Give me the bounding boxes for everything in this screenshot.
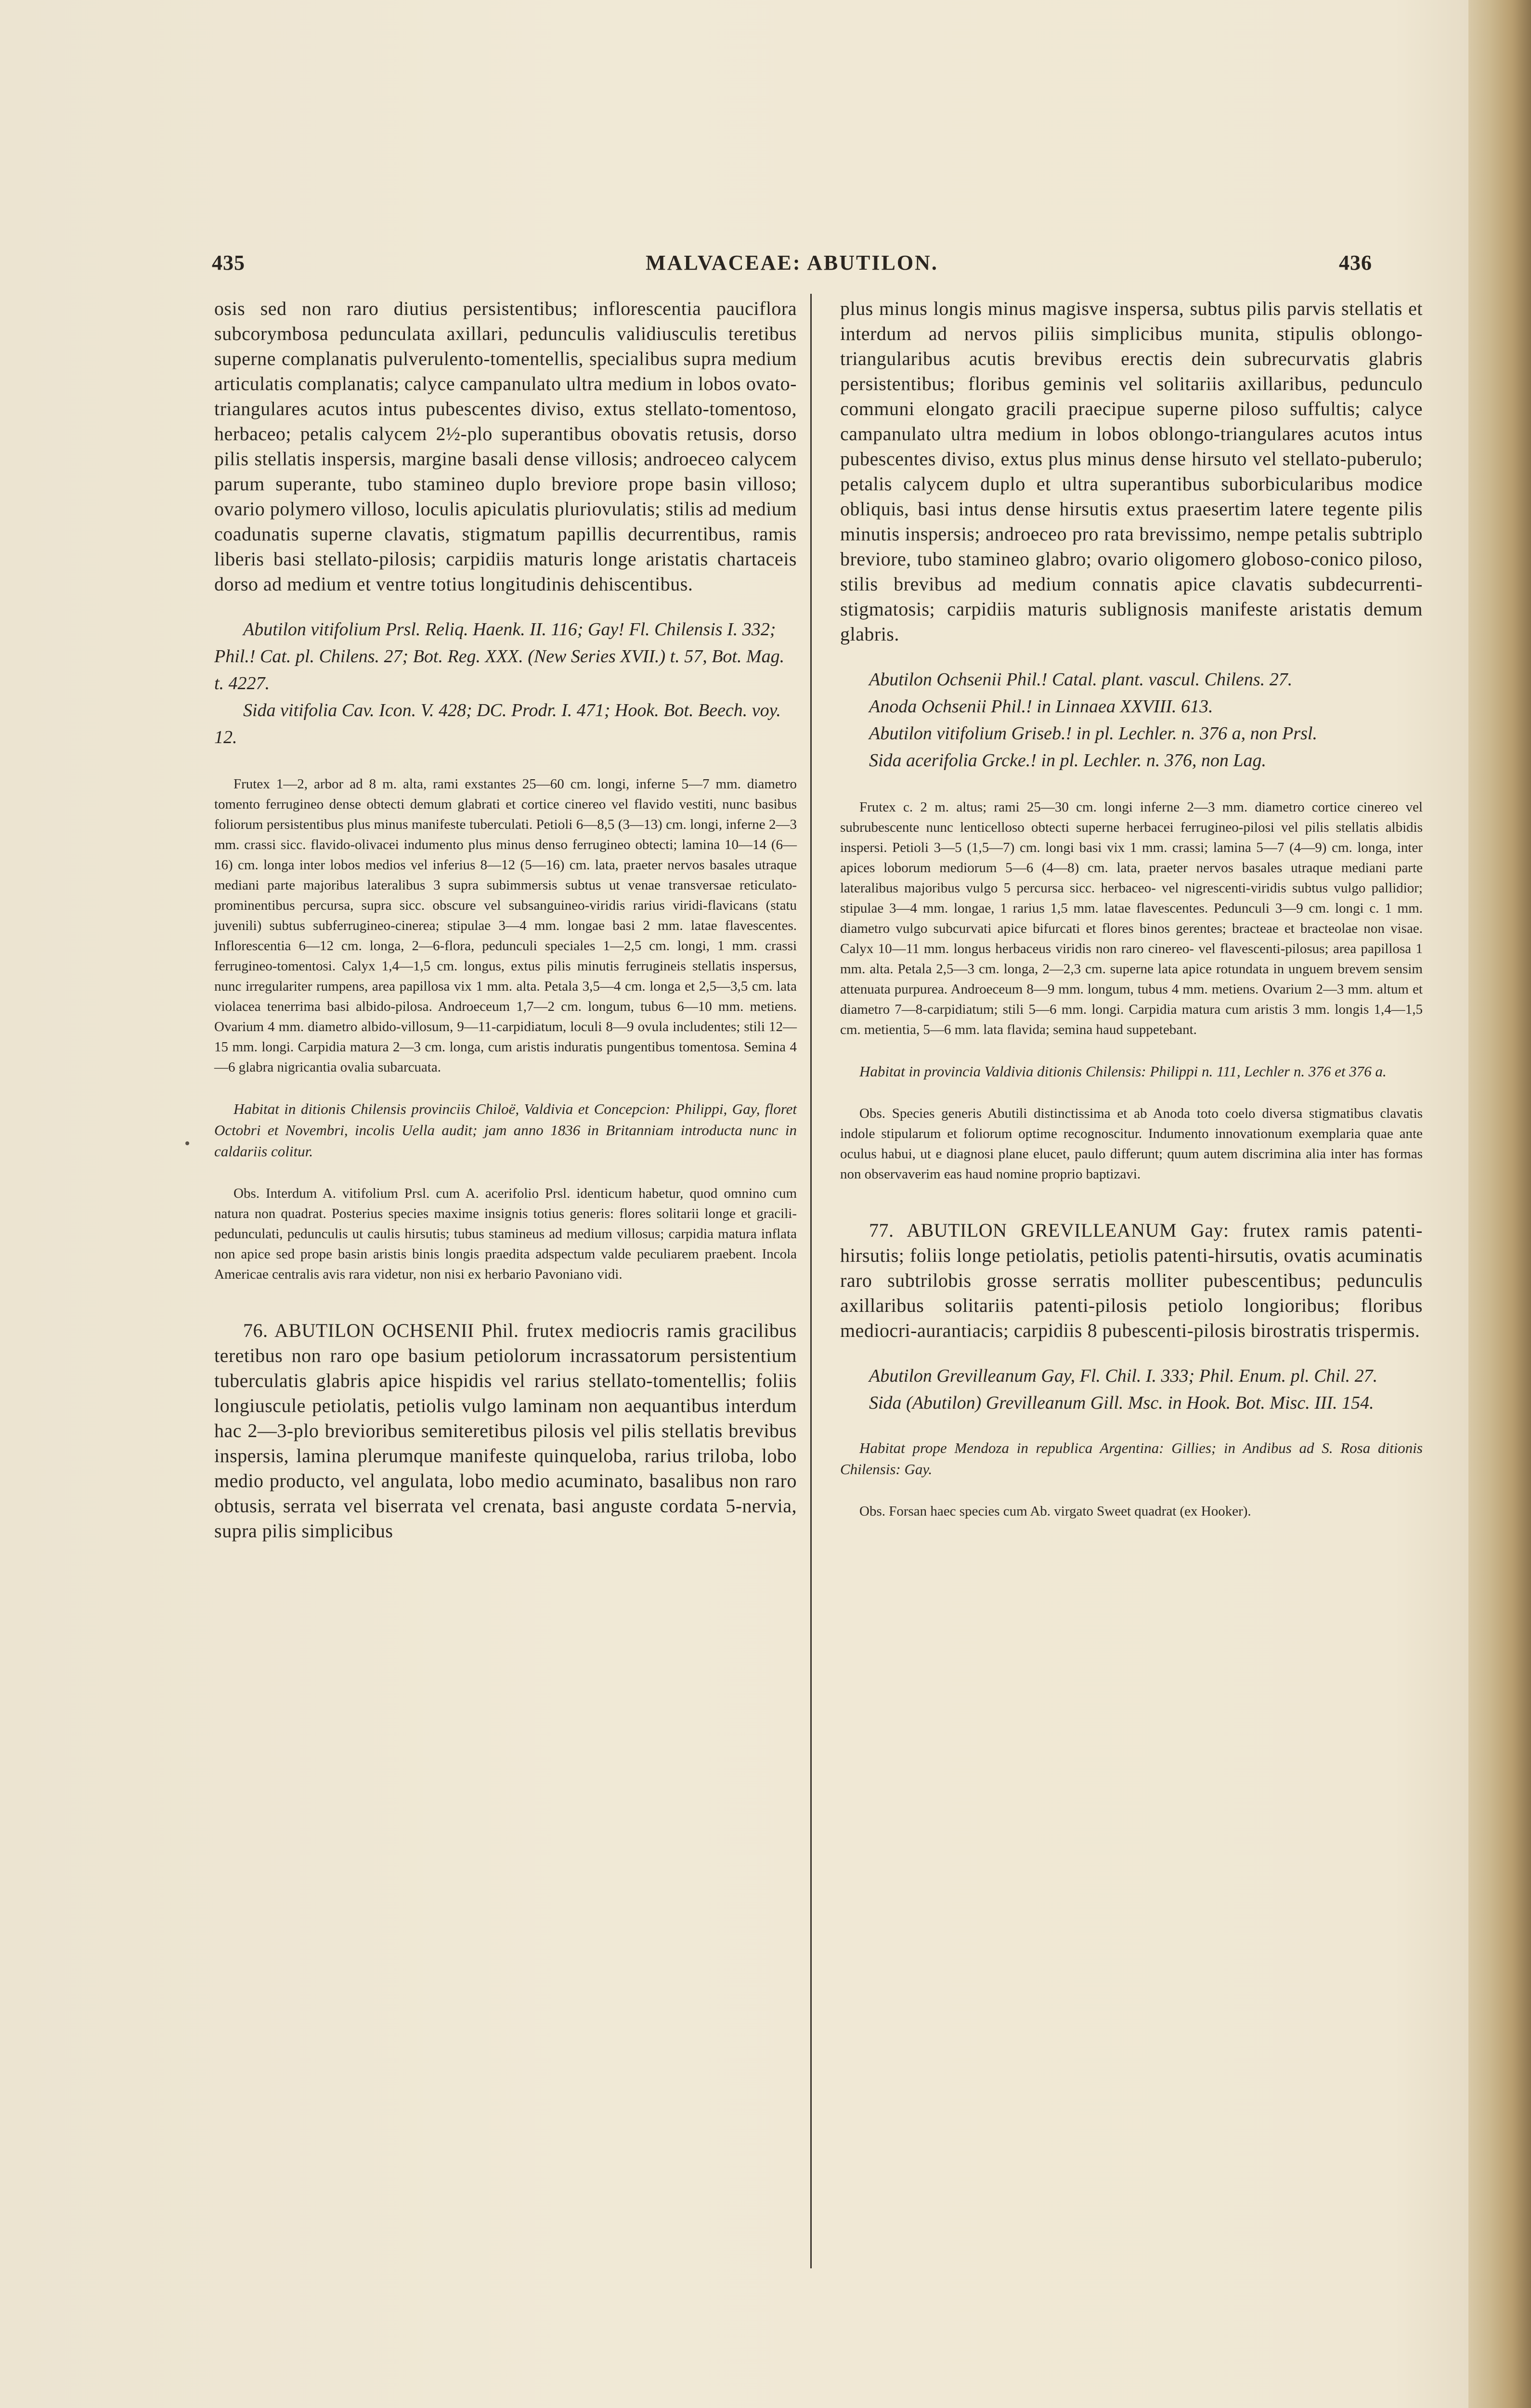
description: Frutex c. 2 m. altus; rami 25—30 cm. longi inferne 2—3 mm. diametro cortice cinereo vel subrubescente nunc lenticelloso obtecti superne herbacei ferrugineo-pilosi vel pilis stellatis albidis inspersi. Petioli 3—5 (1,5—7) cm. longi basi vix 1 mm. crassi; lamina 5—7 (4—9) cm. longa, inter apices loborum mediorum 5—6 (4—8) cm. lata, praeter nervos basales utraque mediani parte lateralibus majoribus vulgo 5 percursa sicc. herbaceo- vel nigrescenti-viridis subtus vulgo pallidior; stipulae 3—4 mm. longae, 1 rarius 1,5 mm. latae flavescentes. Pedunculi 3—9 cm. longi c. 1 mm. diametro vulgo subcurvati apice bifurcati et flores binos gerentes; bracteae et bracteolae non visae. Calyx 10—11 mm. longus herbaceus viridis non raro cinereo- vel flavescenti-pilosus; area papillosa 1 mm. alta. Petala 2,5—3 cm. longa, 2—2,3 cm. superne lata apice rotundata in unguem brevem sensim attenuata purpurea. Androeceum 8—9 mm. longum, tubus 4 mm. metiens. Ovarium 2—3 mm. altum et diametro 7—8-carpidiatum; stili 5—6 mm. longi. Carpidia matura cum aristis 3 mm. longis 1,4—1,5 cm. metientia, 5—6 mm. lata flavida; semina haud suppetebant. <box>840 799 1423 1037</box>
habitat: Habitat in ditionis Chilensis provinciis Chiloë, Valdivia et Concepcion: Philippi, Gay, floret Octobri et Novembri, incolis Uella audit; jam anno 1836 in Britanniam introducta nunc in caldariis colitur. <box>214 1100 797 1160</box>
page-number-left: 435 <box>212 251 245 275</box>
description: Frutex 1—2, arbor ad 8 m. alta, rami exstantes 25—60 cm. longi, inferne 5—7 mm. diametro tomento ferrugineo dense obtecti demum glabrati et cortice cinereo vel flavido vestiti, nunc basibus foliorum persistentibus plus minus manifeste tuberculati. Petioli 6—8,5 (3—13) cm. longi, inferne 2—3 mm. crassi sicc. flavido-olivacei indumento plus minus denso ferrugineo obtecti; lamina 10—14 (6—16) cm. longa inter lobos medios vel inferius 8—12 (5—16) cm. lata, praeter nervos basales utraque mediani parte majoribus lateralibus 3 supra subimmersis subtus ut venae transversae reticulato-prominentibus percursa, supra sicc. obscure vel subsanguineo-viridis rarius viridi-flavicans (statu juvenili) subtus subferrugineo-cinerea; stipulae 3—4 mm. longae basi 2 mm. latae flavescentes. Inflorescentia 6—12 cm. longa, 2—6-flora, pedunculi speciales 1—2,5 cm. longi, 1 mm. crassi ferrugineo-tomentosi. Calyx 1,4—1,5 cm. longus, extus pilis minutis ferrugineis stellatis inspersus, nunc irregulariter rumpens, area papillosa vix 1 mm. alta. Petala 3,5—4 cm. longa et 2,5—3,5 cm. lata violacea tenerrima basi albido-pilosa. Androeceum 1,7—2 cm. longum, tubus 6—10 mm. metiens. Ovarium 4 mm. diametro albido-villosum, 9—11-carpidiatum, loculi 8—9 ovula includentes; stili 12—15 mm. longi. Carpidia matura 2—3 cm. longa, cum aristis induratis pungentibus tomentosa. Semina 4—6 glabra nigricantia ovalia subarcuata. <box>214 776 797 1075</box>
synonymy <box>214 616 797 751</box>
habitat: Habitat prope Mendoza in republica Argentina: Gillies; in Andibus ad S. Rosa ditionis Chilensis: Gay. <box>840 1440 1423 1478</box>
synonym: Abutilon vitifolium Griseb.! in pl. Lechler. n. 376 a, non Prsl. <box>869 723 1317 744</box>
synonym: Abutilon Grevilleanum Gay, Fl. Chil. I. 333; Phil. Enum. pl. Chil. 27. <box>869 1366 1378 1386</box>
species-entry <box>214 1318 797 1544</box>
synonym: Abutilon vitifolium Prsl. Reliq. Haenk. II. 116; Gay! Fl. Chilensis I. 332; Phil.! Cat. pl. Chilens. 27; Bot. Reg. XXX. (New Series XVII.) t. 57, Bot. Mag. t. 4227. <box>214 619 785 694</box>
observation: Obs. Forsan haec species cum Ab. virgato Sweet quadrat (ex Hooker). <box>859 1504 1251 1519</box>
synonymy <box>840 1362 1423 1416</box>
running-header <box>212 250 1372 284</box>
synonym: Sida vitifolia Cav. Icon. V. 428; DC. Prodr. I. 471; Hook. Bot. Beech. voy. 12. <box>214 700 781 747</box>
species-entry <box>840 1218 1423 1343</box>
observation: Obs. Interdum A. vitifolium Prsl. cum A. acerifolio Prsl. identicum habetur, quod omnino cum natura non quadrat. Posterius species maxime insignis totius generis: flores solitarii longe et gracili-pedunculati, pedunculis ut caulis hirsutis; tubus stamineus ad medium villosus; carpidia matura inflata non apice sed prope basin aristis binis longis praedita adspectum valde peculiarem praebent. Incola Americae centralis avis rara videtur, non nisi ex herbario Pavoniano vidi. <box>214 1186 797 1282</box>
observation: Obs. Species generis Abutili distinctissima et ab Anoda toto coelo diversa stigmatibus clavatis indole stipularum et foliorum optime recognoscitur. Indumento innovationum exemplaria quae ante oculus habui, ut e diagnosi plane elucet, paulo differunt; quum autem discrimina alia inter has formas non observaverim eas haud nomine proprio baptizavi. <box>840 1106 1423 1182</box>
page-number-right: 436 <box>1339 251 1372 275</box>
synonym: Sida acerifolia Grcke.! in pl. Lechler. n. 376, non Lag. <box>869 750 1266 771</box>
latin-diagnosis: osis sed non raro diutius persistentibus; inflorescentia pauciflora subcorymbosa pedunculata axillari, pedunculis validiusculis teretibus superne complanatis pulverulento-tomentellis, specialibus supra medium articulatis complanatis; calyce campanulato ultra medium in lobos ovato-triangulares acutos intus pubescentes diviso, extus stellato-tomentoso, herbaceo; petalis calycem 2½-plo superantibus obovatis retusis, dorso pilis stellatis inspersis, margine basali dense villosis; androeceo calycem parum superante, tubo stamineo duplo breviore prope basin villoso; ovario polymero villoso, loculis apiculatis pluriovulatis; stilis ad medium coadunatis superne clavatis, stigmatum papillis decurrentibus, ramis liberis basi stellato-pilosis; carpidiis maturis longe aristatis chartaceis dorso ad medium et ventre totius longitudinis dehiscentibus. <box>214 298 797 595</box>
species-diagnosis: 76. ABUTILON OCHSENII Phil. frutex mediocris ramis gracilibus teretibus non raro ope basium petiolorum incrassatorum persistentium tuberculatis glabris apice hispidis vel rarius stellato-tomentellis; foliis longiuscule petiolatis, petiolis vulgo laminam non aequantibus interdum hac 2—3-plo brevioribus semiteretibus pilosis vel pilis stellatis brevibus inspersis, lamina plerumque manifeste quinqueloba, rarius triloba, lobo medio producto, vel angulata, lobo medio acuminato, basalibus non raro obtusis, serrata vel biserrata vel crenata, basi anguste cordata 5-nervia, supra pilis simplicibus <box>214 1320 797 1542</box>
synonym: Abutilon Ochsenii Phil.! Catal. plant. vascul. Chilens. 27. <box>869 669 1293 690</box>
latin-diagnosis: plus minus longis minus magisve inspersa, subtus pilis parvis stellatis et interdum ad nervos piliis simplicibus munita, stipulis oblongo-triangularibus acutis brevibus erectis dein subrecurvatis glabris persistentibus; floribus geminis vel solitariis axillaribus, pedunculo communi elongato gracili praecipue superne piloso suffultis; calyce campanulato ultra medium in lobos oblongo-triangulares acutos intus pubescentes diviso, extus plus minus dense hirsuto vel stellato-puberulo; petalis calycem duplo et ultra superantibus suborbicularibus modice obliquis, basi intus dense hirsutis extus praesertim latere tegente pilis minutis inspersis; androeceo pro rata brevissimo, nempe petalis subtriplo breviore, tubo stamineo glabro; ovario oligomero globoso-conico piloso, stilis brevibus ad medium connatis apice clavatis subdecurrenti-stigmatosis; carpidiis maturis sublignosis manifeste aristatis demum glabris. <box>840 298 1423 645</box>
species-diagnosis: 77. ABUTILON GREVILLEANUM Gay: frutex ramis patenti-hirsutis; foliis longe petiolatis, petiolis patenti-hirsutis, ovatis acuminatis raro subtrilobis grosse serratis molliter pubescentibus; pedunculis axillaribus solitariis patenti-pilosis petiolo longioribus; floribus mediocri-aurantiacis; carpidiis 8 pubescenti-pilosis birostratis trispermis. <box>840 1219 1423 1341</box>
column-rule <box>810 294 812 2268</box>
margin-mark <box>185 1141 189 1145</box>
synonym: Sida (Abutilon) Grevilleanum Gill. Msc. in Hook. Bot. Misc. III. 154. <box>869 1393 1374 1413</box>
page-edge <box>1468 0 1531 2408</box>
synonymy <box>840 666 1423 774</box>
habitat: Habitat in provincia Valdivia ditionis Chilensis: Philippi n. 111, Lechler n. 376 et 376 a. <box>859 1063 1387 1080</box>
right-column <box>840 296 1423 1521</box>
synonym: Anoda Ochsenii Phil.! in Linnaea XXVIII. 613. <box>869 696 1213 717</box>
running-title: MALVACEAE: ABUTILON. <box>646 251 938 275</box>
left-column <box>214 296 797 1544</box>
